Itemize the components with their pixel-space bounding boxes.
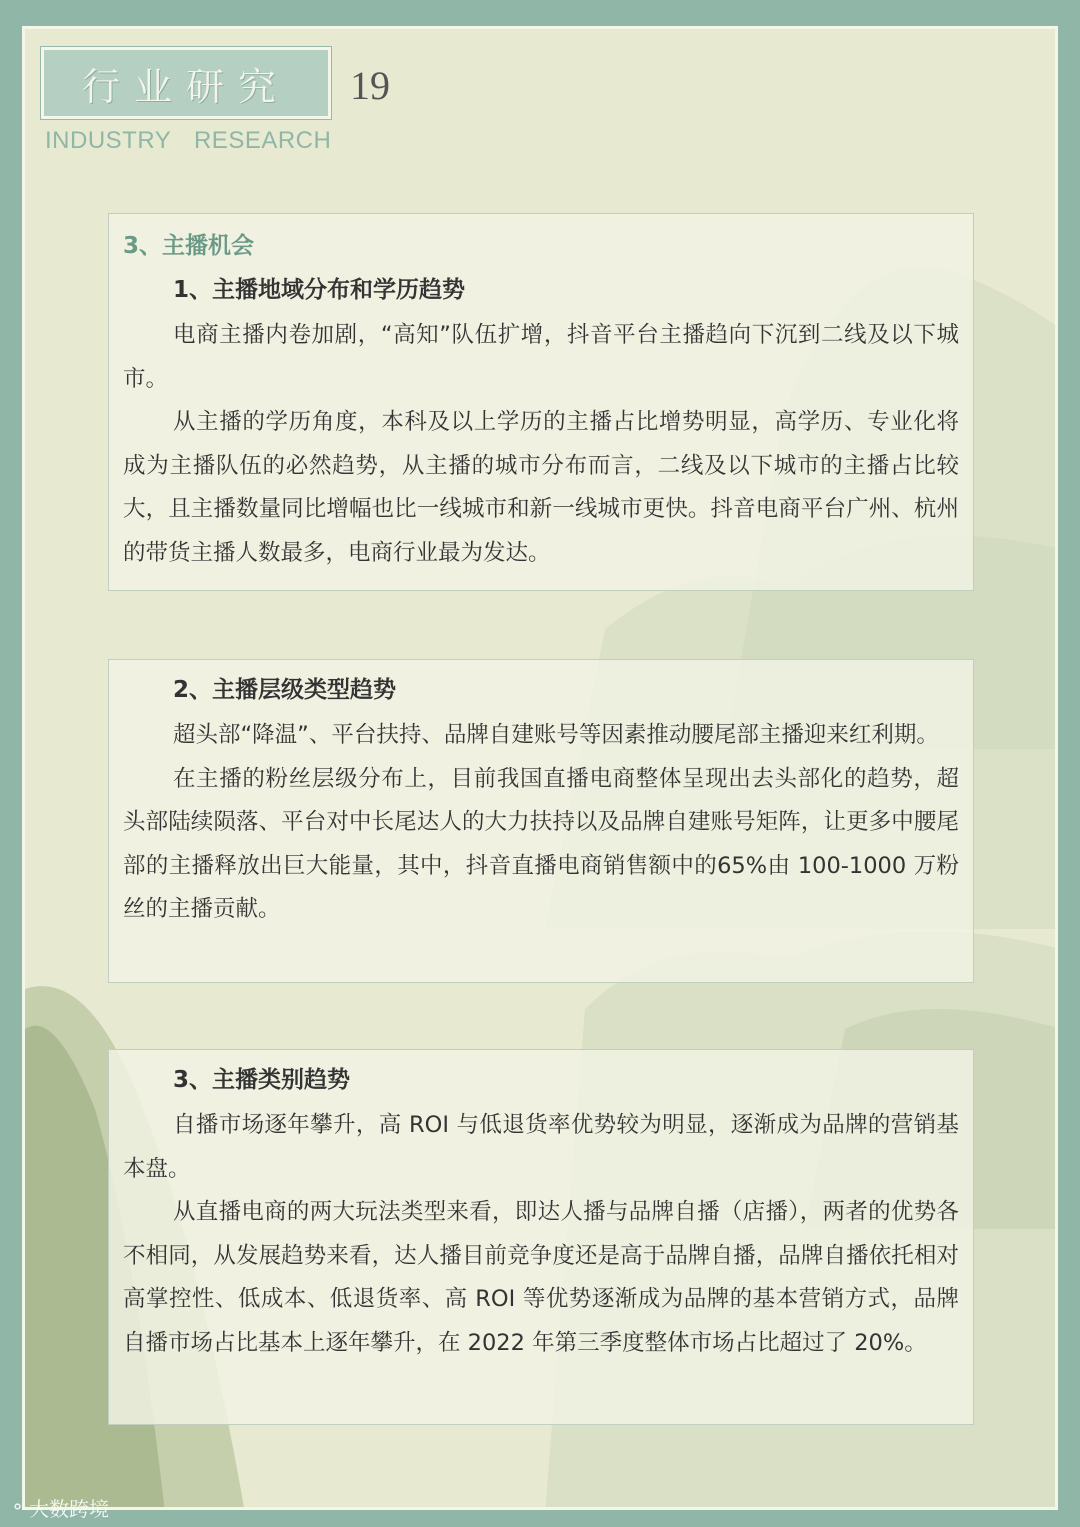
header-title: 行业研究 bbox=[81, 64, 290, 109]
page-number: 19 bbox=[350, 63, 390, 108]
watermark-text: 大数跨境 bbox=[29, 1497, 110, 1521]
sub-title: 1、主播地域分布和学历趋势 bbox=[173, 277, 466, 303]
sub-title: 2、主播层级类型趋势 bbox=[173, 677, 397, 703]
paragraph: 从直播电商的两大玩法类型来看，即达人播与品牌自播（店播），两者的优势各不相同，从发展趋势来看，达人播目前竞争度还是高于品牌自播，品牌自播依托相对高掌控性、低成本、低退货率、高 ROI 等优势逐渐成为品牌的基本营销方式，品牌自播市场占比基本上逐年攀升，在 2022 年第三季度整体市场占比超过了 20%。 bbox=[123, 1199, 959, 1356]
header-subtitle: INDUSTRY RESEARCH bbox=[45, 127, 332, 154]
page bbox=[22, 26, 1058, 1510]
paragraph: 电商主播内卷加剧，“高知”队伍扩增，抖音平台主播趋向下沉到二线及以下城市。 bbox=[123, 322, 959, 392]
paragraph: 在主播的粉丝层级分布上，目前我国直播电商整体呈现出去头部化的趋势，超头部陆续陨落、平台对中长尾达人的大力扶持以及品牌自建账号矩阵，让更多中腰尾部的主播释放出巨大能量，其中，抖音直播电商销售额中的65%由 100-1000 万粉丝的主播贡献。 bbox=[123, 765, 959, 922]
paragraph: 自播市场逐年攀升，高 ROI 与低退货率优势较为明显，逐渐成为品牌的营销基本盘。 bbox=[123, 1112, 959, 1182]
card-anchor-category-trend bbox=[108, 1049, 974, 1425]
section-title: 3、主播机会 bbox=[123, 233, 255, 259]
paragraph: 从主播的学历角度，本科及以上学历的主播占比增势明显，高学历、专业化将成为主播队伍的必然趋势，从主播的城市分布而言，二线及以下城市的主播占比较大，且主播数量同比增幅也比一线城市和新一线城市更快。抖音电商平台广州、杭州的带货主播人数最多，电商行业最为发达。 bbox=[123, 409, 959, 566]
sub-title: 3、主播类别趋势 bbox=[173, 1067, 351, 1093]
watermark bbox=[10, 1493, 109, 1522]
card-anchor-region-education bbox=[108, 213, 974, 591]
brand-logo-icon: ⚬ bbox=[10, 1497, 26, 1518]
paragraph: 超头部“降温”、平台扶持、品牌自建账号等因素推动腰尾部主播迎来红利期。 bbox=[173, 722, 939, 748]
card-anchor-tier-trend bbox=[108, 659, 974, 983]
header-title-box bbox=[41, 47, 331, 119]
